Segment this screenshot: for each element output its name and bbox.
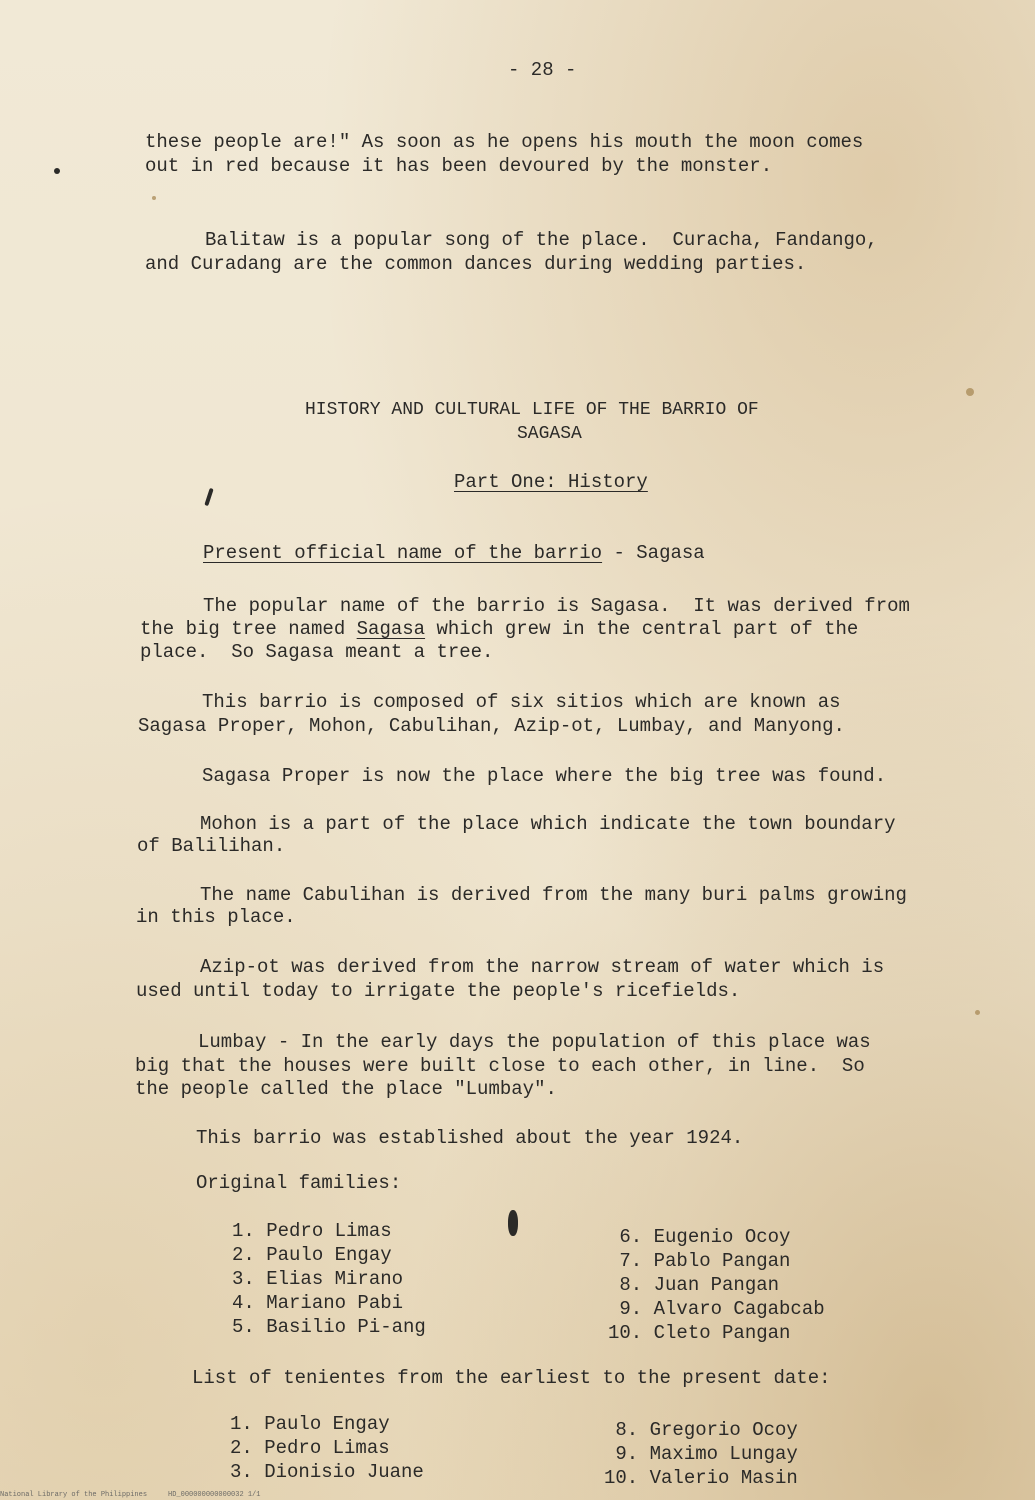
family-left-1: 1. Pedro Limas	[232, 1220, 392, 1242]
intro-p2-line2: and Curadang are the common dances during wedding parties.	[145, 253, 807, 275]
popular-line2-c: which grew in the central part of the	[425, 618, 859, 640]
teniente-left-2: 2. Pedro Limas	[230, 1437, 390, 1459]
proper-line1: Sagasa Proper is now the place where the big tree was found.	[202, 765, 887, 787]
ink-blot	[508, 1210, 518, 1236]
stain-spot	[966, 388, 974, 396]
teniente-left-1: 1. Paulo Engay	[230, 1413, 390, 1435]
sagasa-underlined: Sagasa	[356, 618, 426, 640]
teniente-right-9: 9. Maximo Lungay	[604, 1443, 798, 1465]
teniente-left-3: 3. Dionisio Juane	[230, 1461, 424, 1483]
established-line1: This barrio was established about the year 1924.	[196, 1127, 744, 1149]
intro-p1-line1: these people are!" As soon as he opens his mouth the moon comes	[145, 131, 864, 153]
lumbay-line3: the people called the place "Lumbay".	[135, 1078, 557, 1100]
official-name	[203, 541, 705, 565]
family-right-6: 6. Eugenio Ocoy	[608, 1226, 791, 1248]
family-right-8: 8. Juan Pangan	[608, 1274, 780, 1296]
azipot-line1: Azip-ot was derived from the narrow stream of water which is	[200, 956, 885, 978]
teniente-right-10: 10. Valerio Masin	[604, 1467, 798, 1489]
stain-spot	[152, 196, 156, 200]
lumbay-line1: Lumbay - In the early days the population of this place was	[198, 1031, 871, 1053]
sitios-line2: Sagasa Proper, Mohon, Cabulihan, Azip-ot, Lumbay, and Manyong.	[138, 715, 845, 737]
cabulihan-line1: The name Cabulihan is derived from the many buri palms growing	[200, 884, 907, 906]
ink-mark	[204, 488, 213, 506]
family-right-10: 10. Cleto Pangan	[608, 1322, 791, 1344]
intro-p1-line2: out in red because it has been devoured by the monster.	[145, 155, 773, 177]
teniente-right-8: 8. Gregorio Ocoy	[604, 1419, 798, 1441]
ink-dot	[54, 168, 60, 174]
official-name-label: Present official name of the barrio	[203, 542, 603, 564]
official-name-value: - Sagasa	[602, 542, 705, 564]
lumbay-line2: big that the houses were built close to each other, in line. So	[135, 1055, 865, 1077]
popular-line3: place. So Sagasa meant a tree.	[140, 641, 494, 663]
tenientes-heading: List of tenientes from the earliest to the present date:	[192, 1367, 831, 1389]
family-left-2: 2. Paulo Engay	[232, 1244, 392, 1266]
azipot-line2: used until today to irrigate the people's ricefields.	[136, 980, 741, 1002]
part-heading: Part One: History	[454, 471, 648, 493]
family-right-7: 7. Pablo Pangan	[608, 1250, 791, 1272]
family-left-4: 4. Mariano Pabi	[232, 1292, 404, 1314]
cabulihan-line2: in this place.	[136, 906, 296, 928]
title-line1: HISTORY AND CULTURAL LIFE OF THE BARRIO OF	[305, 400, 759, 420]
popular-line1: The popular name of the barrio is Sagasa. It was derived from	[203, 595, 910, 617]
page-number: - 28 -	[508, 59, 577, 81]
popular-line2	[140, 617, 858, 641]
title-line2: SAGASA	[517, 424, 582, 444]
family-left-5: 5. Basilio Pi-ang	[232, 1316, 426, 1338]
sitios-line1: This barrio is composed of six sitios which are known as	[202, 691, 841, 713]
family-right-9: 9. Alvaro Cagabcab	[608, 1298, 825, 1320]
family-left-3: 3. Elias Mirano	[232, 1268, 404, 1290]
popular-line2-a: the big tree named	[140, 618, 357, 640]
intro-p2-line1: Balitaw is a popular song of the place. Curacha, Fandango,	[205, 229, 878, 251]
families-heading: Original families:	[196, 1172, 402, 1194]
mohon-line2: of Balilihan.	[137, 835, 286, 857]
mohon-line1: Mohon is a part of the place which indicate the town boundary	[200, 813, 896, 835]
scan-footer: National Library of the Philippines HD_000000000000032 1/1	[0, 1491, 261, 1499]
stain-spot	[975, 1010, 980, 1015]
